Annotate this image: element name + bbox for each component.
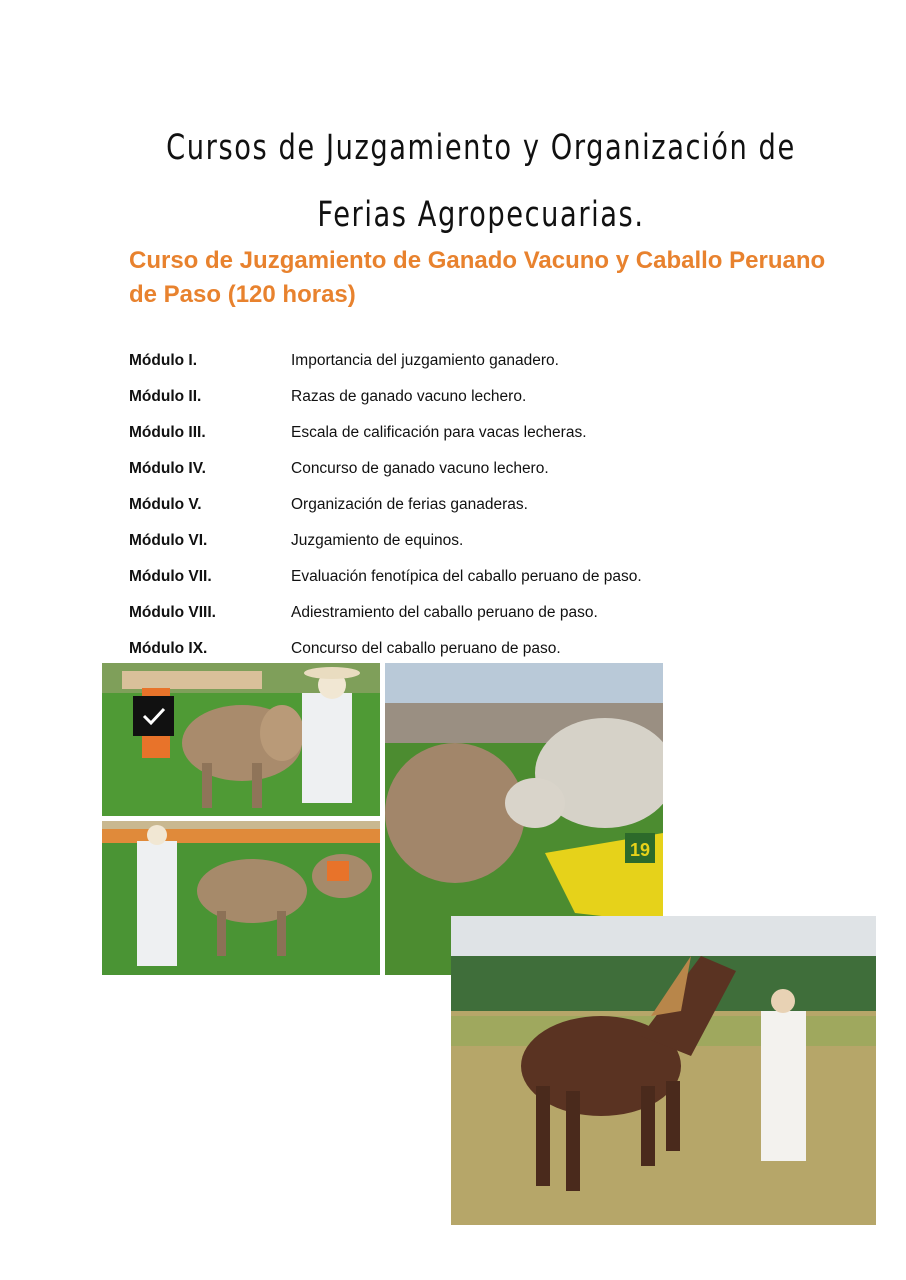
module-name: Módulo II.: [129, 388, 202, 405]
module-description: Razas de ganado vacuno lechero.: [291, 388, 527, 405]
module-list: [129, 343, 769, 667]
module-row: [129, 523, 769, 559]
module-name: Módulo IV.: [129, 460, 206, 477]
module-name: Módulo III.: [129, 424, 206, 441]
module-description: Organización de ferias ganaderas.: [291, 496, 528, 513]
course-heading: Curso de Juzgamiento de Ganado Vacuno y Caballo Peruano de Paso (120 horas): [129, 247, 826, 308]
module-name: Módulo VII.: [129, 568, 212, 585]
module-description: Importancia del juzgamiento ganadero.: [291, 352, 559, 369]
page-title-line-1: Cursos de Juzgamiento y Organización de: [166, 128, 796, 168]
module-row: [129, 631, 769, 667]
module-description: Escala de calificación para vacas lecheras.: [291, 424, 587, 441]
page-title-line-2: Ferias Agropecuarias.: [317, 195, 645, 235]
module-row: [129, 595, 769, 631]
module-name: Módulo I.: [129, 352, 198, 369]
photo-cow-judging-1: [102, 663, 380, 816]
module-row: [129, 451, 769, 487]
module-row: [129, 559, 769, 595]
checkmark-icon[interactable]: [133, 696, 174, 736]
module-description: Concurso del caballo peruano de paso.: [291, 640, 561, 657]
module-description: Evaluación fenotípica del caballo peruano de paso.: [291, 568, 642, 585]
module-row: [129, 415, 769, 451]
photo-cow-judging-2: [102, 821, 380, 975]
module-description: Juzgamiento de equinos.: [291, 532, 464, 549]
module-description: Concurso de ganado vacuno lechero.: [291, 460, 549, 477]
module-name: Módulo V.: [129, 496, 202, 513]
module-name: Módulo VIII.: [129, 604, 216, 621]
module-row: [129, 343, 769, 379]
module-row: [129, 379, 769, 415]
module-description: Adiestramiento del caballo peruano de paso.: [291, 604, 598, 621]
module-name: Módulo IX.: [129, 640, 208, 657]
photo-peruvian-paso-horse: [451, 916, 876, 1225]
module-row: [129, 487, 769, 523]
cow-number-tag: 19: [630, 840, 651, 860]
module-name: Módulo VI.: [129, 532, 208, 549]
